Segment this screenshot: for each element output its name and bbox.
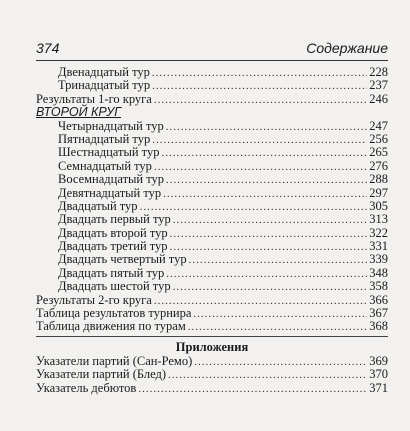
toc-dot-leader [166,268,367,281]
toc-entry [36,200,388,213]
toc-dot-leader [166,121,367,134]
toc-dot-leader [152,134,367,147]
toc-entry-page: 358 [369,279,388,294]
toc-entry-page: 237 [369,78,388,93]
toc-entry-page: 246 [369,91,388,106]
toc-entry-title: Двадцать шестой тур [58,279,171,294]
toc-entry-title: Результаты 1-го круга [36,91,152,106]
toc-entry [36,294,388,307]
toc-entry-page: 276 [369,158,388,173]
toc-entry-title: Двадцать пятый тур [58,265,165,280]
toc-entry-title: Двенадцатый тур [58,65,150,79]
toc-entry [36,227,388,240]
toc-dot-leader [193,308,367,321]
toc-entry-page: 265 [369,145,388,160]
toc-dot-leader [173,214,367,227]
toc-entry-page: 305 [369,198,388,213]
toc-dot-leader [173,281,368,294]
toc-entry-page: 331 [369,239,388,254]
toc-entry-title: Указатель дебютов [36,380,137,395]
toc-dot-leader [189,254,368,267]
section-divider [36,336,388,337]
toc-entry [36,66,388,79]
toc-entry-title: Таблица движения по турам [36,319,186,334]
toc-dot-leader [152,67,367,80]
header-rule [36,60,388,61]
toc-entry-title: Двадцать четвертый тур [58,252,187,267]
toc-dot-leader [152,80,367,93]
toc-entry [36,173,388,186]
toc-entry-page: 370 [369,367,388,382]
toc-entry [36,355,388,368]
toc-entry [36,160,388,173]
toc-dot-leader [168,369,367,382]
toc-entry-title: Двадцатый тур [58,198,138,213]
toc-entry-title: Указатели партий (Сан-Ремо) [36,353,193,368]
toc-entry-page: 366 [369,292,388,307]
toc-dot-leader [154,94,367,107]
toc-dot-leader [138,383,367,396]
section-title: Содержание [306,40,388,56]
toc-entry-title: Результаты 2-го круга [36,292,152,307]
toc-dot-leader [194,356,367,369]
toc-entry-title: Шестнадцатый тур [58,145,160,160]
toc-dot-leader [140,201,368,214]
toc-entry [36,120,388,133]
toc-entry-title: Тринадцатый тур [58,78,151,93]
toc-entry [36,307,388,320]
toc-entry [36,280,388,293]
page-number: 374 [36,40,60,56]
toc-dot-leader [170,228,368,241]
toc-entry [36,368,388,381]
toc-entry-page: 368 [369,319,388,334]
toc-entry-page: 313 [369,212,388,227]
toc-entry-title: Двадцать первый тур [58,212,171,227]
toc-entry-page: 369 [369,353,388,368]
toc-entry [36,213,388,226]
toc-entry-title: Двадцать второй тур [58,225,168,240]
toc-entry-page: 322 [369,225,388,240]
toc-entry-page: 348 [369,265,388,280]
toc-entry [36,267,388,280]
toc-entry-page: 256 [369,131,388,146]
toc-entry-title: Девятнадцатый тур [58,185,162,200]
toc-entry-title: Пятнадцатый тур [58,131,151,146]
toc-dot-leader [166,174,367,187]
toc-entry-page: 247 [369,118,388,133]
toc-entry [36,133,388,146]
toc-entry-title: Таблица результатов турнира [36,306,192,321]
toc-entry [36,253,388,266]
toc-entry [36,79,388,92]
toc-dot-leader [188,321,367,334]
toc-entry [36,382,388,395]
toc-dot-leader [170,241,368,254]
appendix-heading: Приложения [175,339,249,354]
toc-entry [36,240,388,253]
table-of-contents [36,66,388,395]
toc-dot-leader [163,188,367,201]
toc-entry-page: 288 [369,172,388,187]
toc-dot-leader [154,161,367,174]
second-round-heading: ВТОРОЙ КРУГ [36,105,121,120]
toc-dot-leader [161,147,367,160]
toc-entry-title: Двадцать третий тур [58,239,168,254]
toc-entry-page: 371 [369,380,388,395]
toc-entry-title: Четырнадцатый тур [58,118,164,133]
toc-entry-page: 339 [369,252,388,267]
toc-entry-title: Указатели партий (Блед) [36,367,167,382]
toc-entry-title: Восемнадцатый тур [58,172,165,187]
running-header [36,40,388,60]
toc-entry-page: 228 [369,65,388,79]
toc-entry [36,187,388,200]
toc-entry [36,146,388,159]
toc-entry-title: Семнадцатый тур [58,158,152,173]
toc-entry [36,320,388,333]
toc-entry-page: 297 [369,185,388,200]
toc-entry-page: 367 [369,306,388,321]
